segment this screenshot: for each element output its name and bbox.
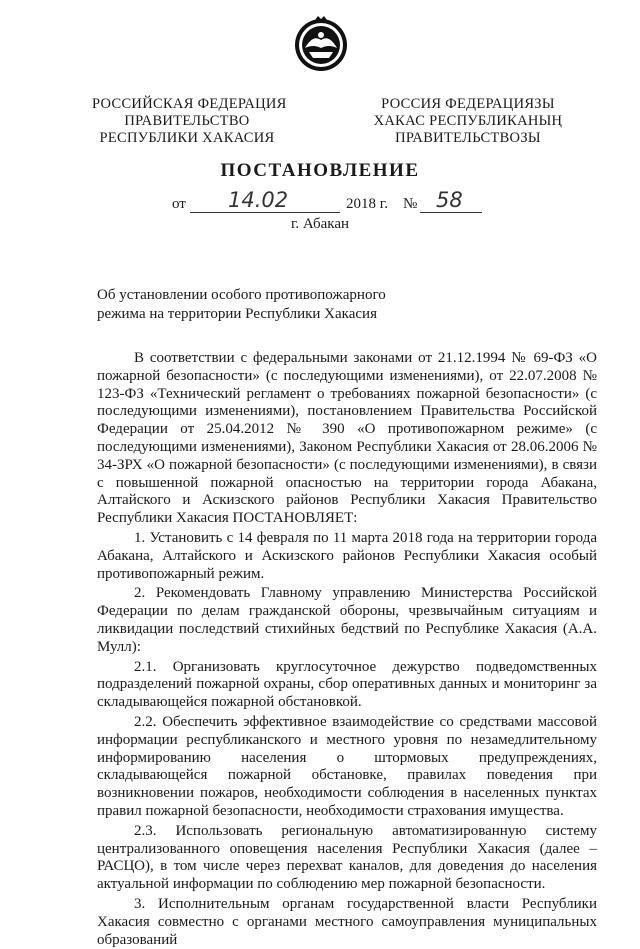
document-type: ПОСТАНОВЛЕНИЕ [220,160,420,181]
header-left-line-1: РОССИЙСКАЯ ФЕДЕРАЦИЯ [92,96,287,112]
date-prefix: от [172,196,186,212]
paragraph-preamble: В соответствии с федеральными законами от 21.12.1994 № 69-ФЗ «О пожарной безопасности» (с последующими изменениями), от 22.07.2008 № 123-ФЗ «Технический регламент о требованиях пожарной безопасности» (с последующими изменениями), постановлением Правительства Российской Федерации от 25.04.2012 № 390 «О противопожарном режиме» (с последующими изменениями), Законом Республики Хакасия от 28.06.2006 № 34-ЗРХ «О пожарной безопасности» (с последующими изменениями), в связи с повышенной пожарной опасностью на территории города Абакана, Алтайского и Аскизского районов Республики Хакасия Правительство Республики Хакасия ПОСТАНОВЛЯЕТ: [97,350,597,527]
paragraph-3: 3. Исполнительным органам государственной власти Республики Хакасия совместно с органами местного самоуправления муниципальных образований [97,895,597,948]
paragraph-2-3: 2.3. Использовать региональную автоматизированную систему централизованного оповещения населения Республики Хакасия (далее – РАСЦО), в том числе через перехват каналов, для доведения до населения актуальной информации по соблюдению мер пожарной безопасности. [97,822,597,893]
coat-of-arms-icon [291,14,351,74]
header-right-line-1: РОССИЯ ФЕДЕРАЦИЯЗЫ [381,96,555,112]
header-right [368,96,568,147]
subject-line-1: Об установлении особого противопожарного [97,287,386,303]
header-left-line-2: ПРАВИТЕЛЬСТВО [124,113,250,129]
header-right-line-3: ПРАВИТЕЛЬСТВОЗЫ [395,130,541,146]
number-underline [420,212,482,213]
handwritten-date: 14.02 [228,188,289,212]
subject [97,286,386,324]
date-year: 2018 г. [346,196,388,212]
dateline [0,188,640,218]
date-underline [190,212,340,213]
paragraph-1: 1. Установить с 14 февраля по 11 марта 2018 года на территории города Абакана, Алтайского и Аскизского районов Республики Хакасия особый противопожарный режим. [97,529,597,582]
paragraph-2-1: 2.1. Организовать круглосуточное дежурство подведомственных подразделений пожарной охраны, сбор оперативных данных и мониторинг за складывающейся пожарной обстановкой. [97,658,597,711]
header-right-line-2: ХАКАС РЕСПУБЛИКАНЫҢ [373,113,563,129]
document-body [97,350,597,949]
number-sign: № [403,196,418,212]
handwritten-number: 58 [436,188,463,212]
subject-line-2: режима на территории Республики Хакасия [97,306,377,322]
paragraph-2-2: 2.2. Обеспечить эффективное взаимодействие со средствами массовой информации республиканского и местного уровня по незамедлительному информированию населения о штормовых предупреждениях, складывающейся пожарной обстановке, правилах поведения при возникновении пожаров, необходимости соблюдения в населенных пунктах правил пожарной безопасности, необходимости страхования имущества. [97,713,597,819]
header-left [92,96,287,147]
header-left-line-3: РЕСПУБЛИКИ ХАКАСИЯ [99,130,275,146]
paragraph-2: 2. Рекомендовать Главному управлению Министерства Российской Федерации по делам гражданской обороны, чрезвычайным ситуациям и ликвидации последствий стихийных бедствий по Республике Хакасия (А.А. Мулл): [97,585,597,655]
city: г. Абакан [290,216,350,232]
